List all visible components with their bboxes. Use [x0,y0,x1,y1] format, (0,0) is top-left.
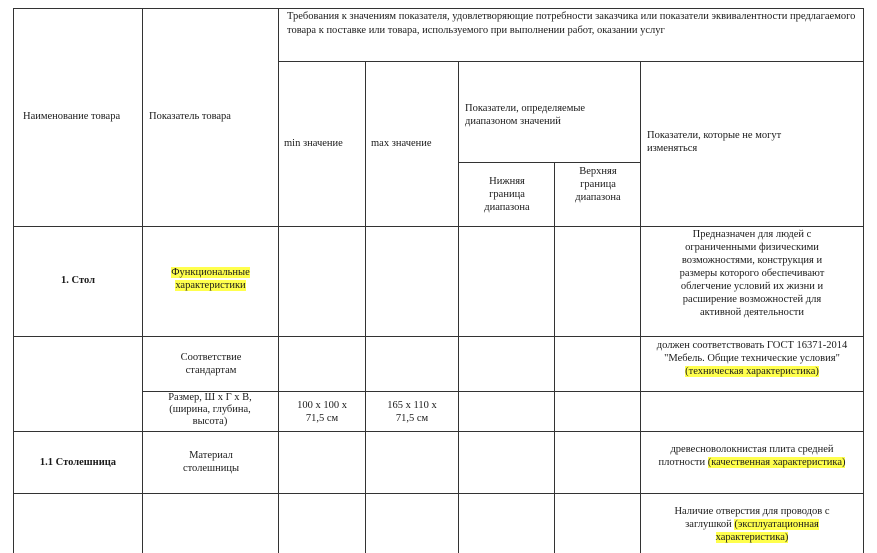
fixed-value-cell [653,443,851,469]
row-divider [13,493,864,494]
table-border-right [863,8,864,553]
column-divider [458,61,459,553]
fixed-value-text: древесноволокнистая плита средней плотности [658,444,834,468]
header-name: Наименование товара [23,111,121,122]
row-divider [458,162,641,163]
fixed-value-note: (техническая характеристика) [685,366,819,377]
row-divider [278,61,864,62]
column-divider [365,61,366,553]
header-fixed-indicators: Показатели, которые не могут изменяться [647,130,782,154]
row-divider [13,226,864,227]
fixed-value-text: Предназначен для людей с ограниченными физическими возможностями, конструкция и размеры которого обеспечивают облегчение условий их жизни и расширение возможностей для активной деятельности [679,229,825,318]
column-divider [278,8,279,553]
header-requirements: Требования к значениям показателя, удовлетворяющие потребности заказчика или показатели эквивалентности предлагаемого товара к поставке или товара, используемого при выполнении работ, оказании услуг [287,11,856,36]
header-indicator: Показатель товара [149,111,231,122]
row-indicator: Соответствие стандартам [180,352,242,376]
row-indicator: Материал столешницы [182,450,240,474]
column-divider [554,162,555,553]
fixed-value-note: (качественная характеристика) [707,457,846,468]
fixed-value-note: (эксплуатационная характеристика) [715,519,819,543]
min-value: 100 х 100 х 71,5 см [297,400,347,424]
max-value: 165 х 110 х 71,5 см [387,400,437,424]
row-indicator: Размер, Ш х Г х В, (ширина, глубина, высота) [168,392,252,427]
fixed-value-text: должен соответствовать ГОСТ 16371-2014 "Мебель. Общие технические условия" [656,340,848,364]
row-indicator-text: Функциональные характеристики [171,267,250,291]
fixed-value-text: Наличие отверстия для проводов с заглушкой [674,506,830,530]
header-min-value: min значение [284,138,343,149]
table-border-top [13,8,864,9]
row-divider [13,336,864,337]
header-upper-bound: Верхняя граница диапазона [575,166,621,203]
fixed-value-cell [650,505,854,544]
row-indicator [143,266,278,292]
fixed-value-cell [649,339,855,378]
row-divider [13,431,864,432]
row-name: 1. Стол [61,275,95,286]
header-max-value: max значение [371,138,432,149]
header-range-indicators: Показатели, определяемые диапазоном значений [465,103,586,127]
column-divider [640,61,641,553]
header-lower-bound: Нижняя граница диапазона [484,176,530,213]
row-name: 1.1 Столешница [39,457,117,468]
